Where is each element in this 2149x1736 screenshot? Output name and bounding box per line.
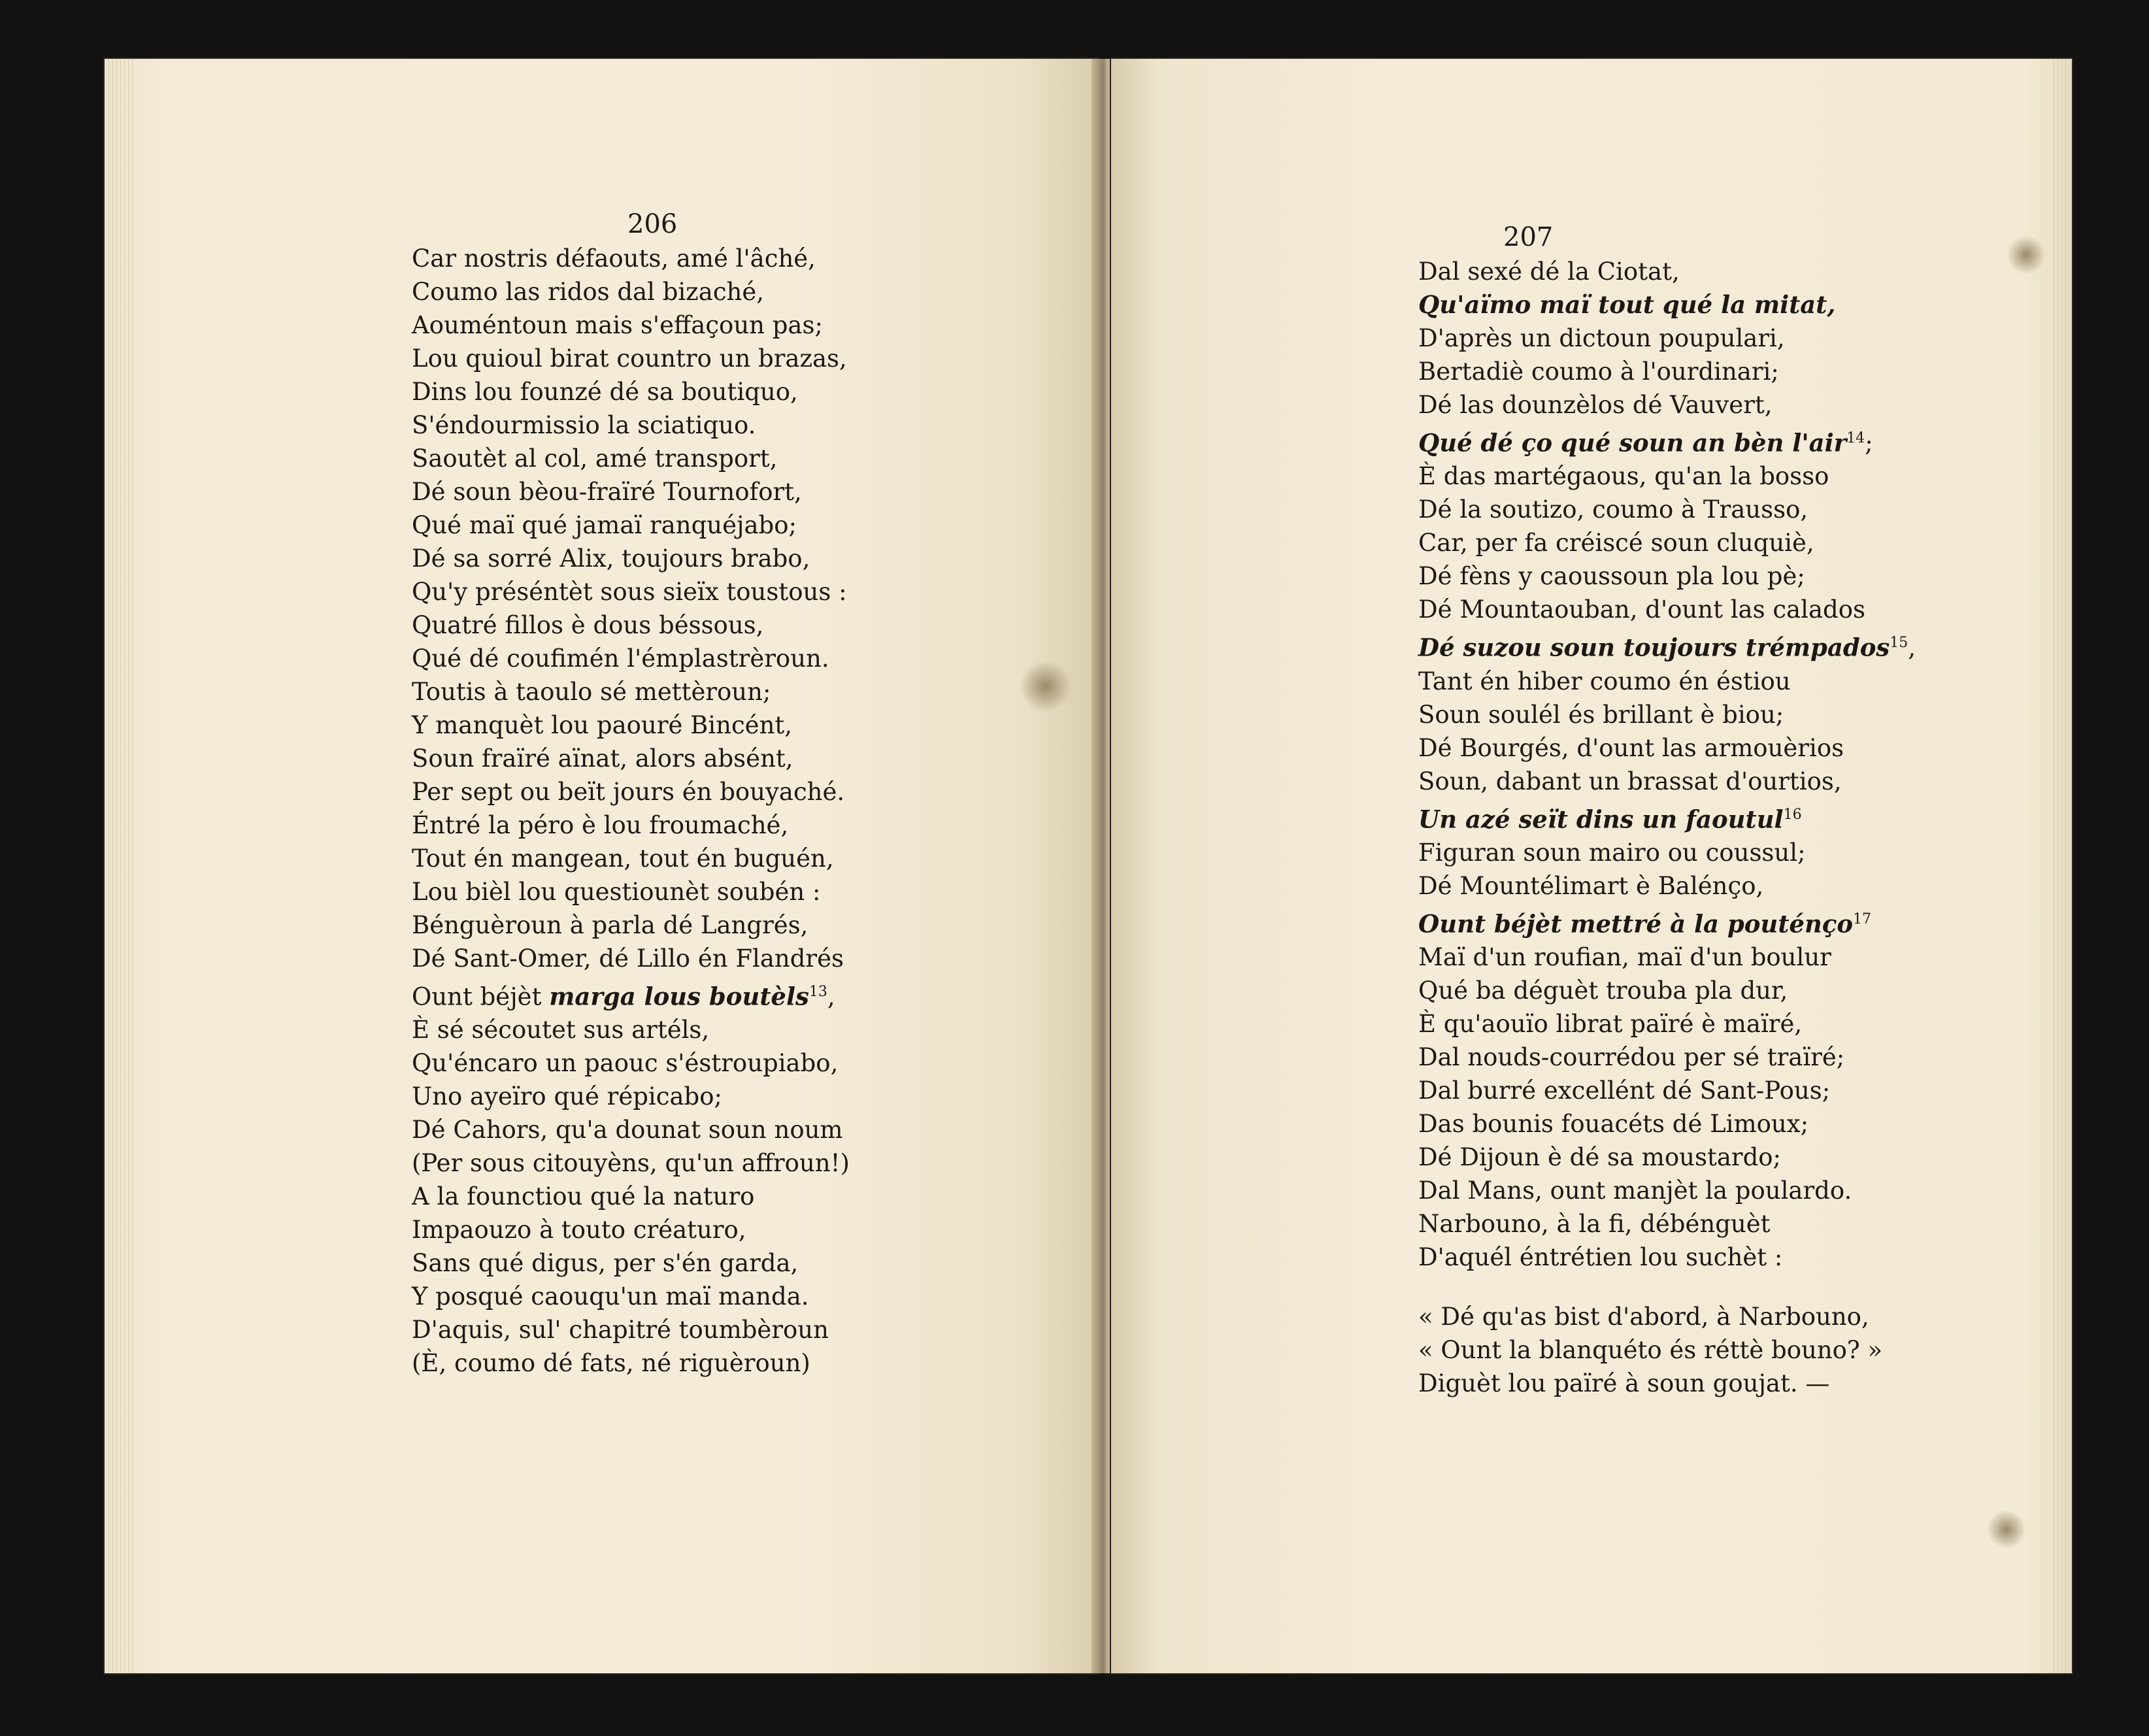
verse-italic: Qu'aïmo maï tout qué la mitat, xyxy=(1418,290,1836,319)
verse-line xyxy=(1418,1367,2007,1400)
verse-text: Das bounis fouacéts dé Limoux; xyxy=(1418,1110,1809,1139)
verse-text: Dal nouds-courrédou per sé traïré; xyxy=(1418,1043,1845,1072)
verse-text: Y manquèt lou paouré Bincént, xyxy=(412,711,793,739)
verse-line xyxy=(412,1346,1000,1380)
verse-text: Diguèt lou païré à soun goujat. — xyxy=(1418,1369,1830,1398)
verse-text: È qu'aouïo librat païré è maïré, xyxy=(1418,1010,1803,1039)
verse-line xyxy=(1418,1333,2007,1367)
verse-line xyxy=(1418,1041,2007,1074)
verse-line xyxy=(412,309,1000,342)
verse-text: Dé Mountélimart è Balénço, xyxy=(1418,871,1764,900)
verse-text: Qu'y préséntèt sous sieïx toustous : xyxy=(412,578,847,606)
verse-line xyxy=(1418,1074,2007,1107)
verse-line xyxy=(412,1013,1000,1046)
verse-line xyxy=(412,442,1000,475)
verse-punct: , xyxy=(1908,633,1916,662)
verse-line xyxy=(412,542,1000,575)
verse-text: Sans qué digus, per s'én garda, xyxy=(412,1249,799,1278)
verse-italic: Ount béjèt mettré à la pouténço xyxy=(1418,909,1854,939)
verse-text: Car, per fa créiscé soun cluquiè, xyxy=(1418,529,1814,558)
verse-line xyxy=(1418,1207,2007,1241)
page-number-right: 207 xyxy=(1503,222,1554,252)
verse-text: S'éndourmissio la sciatiquo. xyxy=(412,411,756,439)
verse-italic: marga lous boutèls xyxy=(549,982,809,1011)
verse-line xyxy=(412,342,1000,375)
verse-line xyxy=(1418,836,2007,869)
verse-punct: ; xyxy=(1865,429,1873,458)
verse-text: Qué maï qué jamaï ranquéjabo; xyxy=(412,511,797,539)
footnote-ref: 14 xyxy=(1846,430,1865,446)
verse-line xyxy=(1418,1241,2007,1274)
verse-text: Dé fèns y caoussoun pla lou pè; xyxy=(1418,562,1805,591)
verse-text: Dal burré excellént dé Sant-Pous; xyxy=(1418,1077,1831,1105)
page-edges-right xyxy=(2054,59,2069,1673)
verse-text: « Ount la blanquéto és réttè bouno? » xyxy=(1418,1336,1883,1365)
verse-text: Tout én mangean, tout én buguén, xyxy=(412,844,834,873)
verse-text: Dé sa sorré Alix, toujours brabo, xyxy=(412,544,810,573)
verse-line xyxy=(1418,255,2007,288)
verse-line xyxy=(1418,765,2007,798)
verse-line xyxy=(1418,1007,2007,1041)
verse-line xyxy=(412,842,1000,875)
verse-line xyxy=(412,942,1000,975)
verse-text: Y posqué caouqu'un maï manda. xyxy=(412,1282,809,1311)
verse-line xyxy=(1418,288,2007,322)
verse-line xyxy=(412,609,1000,642)
verse-line xyxy=(1418,626,2007,664)
verse-line xyxy=(412,475,1000,509)
verse-text: Dal Mans, ount manjèt la poulardo. xyxy=(1418,1177,1852,1205)
verse-line xyxy=(412,409,1000,442)
verse-line xyxy=(412,275,1000,309)
verse-text: Qué dé coufimén l'émplastrèroun. xyxy=(412,644,829,673)
verse-text: Dé Cahors, qu'a dounat soun noum xyxy=(412,1116,843,1144)
verse-line xyxy=(1418,422,2007,459)
verse-line xyxy=(412,575,1000,609)
verse-text: Toutis à taoulo sé mettèroun; xyxy=(412,678,771,706)
verse-text: È sé sécoutet sus artéls, xyxy=(412,1016,710,1044)
verse-line xyxy=(1418,559,2007,593)
verse-italic: Dé suzou soun toujours trémpados xyxy=(1418,633,1890,662)
verse-text: Dé la soutizo, coumo à Trausso, xyxy=(1418,495,1808,524)
verse-text: Narbouno, à la fi, débénguèt xyxy=(1418,1210,1771,1239)
foxing-spot xyxy=(1020,660,1072,712)
verse-line xyxy=(412,675,1000,709)
verse-line xyxy=(412,1046,1000,1080)
verse-text: Soun, dabant un brassat d'ourtios, xyxy=(1418,767,1842,795)
verse-text: Saoutèt al col, amé transport, xyxy=(412,444,778,473)
verse-line xyxy=(412,875,1000,909)
verse-line xyxy=(1418,665,2007,698)
footnote-ref: 16 xyxy=(1783,806,1802,823)
verse-text: Dé Sant-Omer, dé Lillo én Flandrés xyxy=(412,944,844,973)
verse-text: Soun soulél és brillant è biou; xyxy=(1418,700,1784,729)
stanza-gap xyxy=(1418,1274,2007,1300)
verse-line xyxy=(412,1313,1000,1346)
verse-text: Dé Bourgés, d'ount las armouèrios xyxy=(1418,733,1844,762)
verse-text: Lou quioul birat countro un brazas, xyxy=(412,344,847,373)
footnote-ref: 13 xyxy=(808,984,827,1000)
verse-text: Uno ayeïro qué répicabo; xyxy=(412,1082,722,1111)
verse-line xyxy=(1418,974,2007,1007)
verse-line xyxy=(1418,526,2007,559)
verse-text: Aouméntoun mais s'effaçoun pas; xyxy=(412,311,823,339)
verse-line xyxy=(1418,388,2007,422)
verse-line xyxy=(412,1113,1000,1146)
verse-text: Dé soun bèou-fraïré Tournofort, xyxy=(412,478,802,506)
verse-text: Coumo las ridos dal bizaché, xyxy=(412,278,765,306)
verse-line xyxy=(1418,869,2007,903)
verse-text: Dé Dijoun è dé sa moustardo; xyxy=(1418,1143,1782,1172)
page-edges xyxy=(108,59,135,1673)
verse-text: Éntré la péro è lou froumaché, xyxy=(412,811,789,839)
verse-text: Car nostris défaouts, amé l'âché, xyxy=(412,244,816,273)
verse-punct: , xyxy=(827,982,835,1011)
verse-line xyxy=(412,242,1000,275)
verse-text: (Per sous citouyèns, qu'un affroun!) xyxy=(412,1149,850,1178)
verse-text: Tant én hiber coumo én éstiou xyxy=(1418,667,1791,695)
verse-line xyxy=(1418,941,2007,974)
verse-text: A la founctiou qué la naturo xyxy=(412,1182,755,1211)
verse-line xyxy=(1418,1174,2007,1207)
verse-text: Dé las dounzèlos dé Vauvert, xyxy=(1418,391,1773,419)
verse-line xyxy=(412,975,1000,1013)
left-poem-text xyxy=(412,242,1000,1380)
verse-text: È das martégaous, qu'an la bosso xyxy=(1418,462,1829,491)
verse-text: Dins lou founzé dé sa boutiquo, xyxy=(412,378,798,406)
verse-line xyxy=(412,909,1000,942)
verse-line xyxy=(1418,1300,2007,1333)
verse-text: « Dé qu'as bist d'abord, à Narbouno, xyxy=(1418,1303,1869,1331)
verse-text: D'aquis, sul' chapitré toumbèroun xyxy=(412,1316,829,1344)
verse-line xyxy=(1418,1107,2007,1141)
verse-text: D'après un dictoun poupulari, xyxy=(1418,324,1785,352)
verse-text: Quatré fillos è dous béssous, xyxy=(412,611,764,639)
open-book xyxy=(105,46,2072,1686)
foxing-spot xyxy=(1987,1510,2026,1549)
right-poem-text xyxy=(1418,255,2007,1400)
verse-line xyxy=(1418,731,2007,765)
left-page xyxy=(105,59,1098,1673)
verse-line xyxy=(1418,698,2007,731)
verse-line xyxy=(1418,322,2007,355)
verse-line xyxy=(412,809,1000,842)
verse-line xyxy=(412,742,1000,775)
page-number-left: 206 xyxy=(627,209,678,239)
verse-text: Dé Mountaouban, d'ount las calados xyxy=(1418,595,1865,624)
verse-text: Maï d'un roufian, maï d'un boulur xyxy=(1418,943,1831,972)
verse-line xyxy=(1418,493,2007,526)
verse-italic: Qué dé ço qué soun an bèn l'air xyxy=(1418,428,1847,458)
verse-text: Dal sexé dé la Ciotat, xyxy=(1418,258,1680,286)
verse-line xyxy=(412,1246,1000,1280)
verse-line xyxy=(1418,355,2007,388)
verse-line xyxy=(1418,459,2007,493)
verse-text: (È, coumo dé fats, né riguèroun) xyxy=(412,1349,810,1378)
verse-text: Qu'éncaro un paouc s'éstroupiabo, xyxy=(412,1049,839,1078)
right-page xyxy=(1111,59,2072,1673)
verse-line xyxy=(412,642,1000,675)
verse-text: Soun fraïré aïnat, alors absént, xyxy=(412,744,793,773)
verse-line xyxy=(412,775,1000,809)
verse-text: Impaouzo à touto créaturo, xyxy=(412,1216,746,1244)
verse-line xyxy=(1418,903,2007,941)
verse-text: D'aquél éntrétien lou suchèt : xyxy=(1418,1243,1783,1272)
verse-text: Figuran soun mairo ou coussul; xyxy=(1418,838,1806,867)
verse-text: Lou bièl lou questiounèt soubén : xyxy=(412,878,821,906)
verse-line xyxy=(412,1180,1000,1213)
verse-line xyxy=(412,1280,1000,1313)
verse-text: Bertadiè coumo à l'ourdinari; xyxy=(1418,358,1779,386)
verse-line xyxy=(412,1080,1000,1113)
verse-line xyxy=(412,1146,1000,1180)
footnote-ref: 15 xyxy=(1890,635,1908,652)
verse-italic: Un azé seït dins un faoutul xyxy=(1418,804,1784,833)
verse-line xyxy=(1418,593,2007,626)
verse-text: Ount béjèt xyxy=(412,982,550,1011)
verse-text: Per sept ou beït jours én bouyaché. xyxy=(412,778,845,806)
footnote-ref: 17 xyxy=(1853,910,1872,927)
verse-line xyxy=(412,709,1000,742)
verse-text: Qué ba déguèt trouba pla dur, xyxy=(1418,976,1788,1005)
verse-line xyxy=(1418,798,2007,836)
verse-line xyxy=(1418,1141,2007,1174)
verse-line xyxy=(412,375,1000,409)
verse-text: Bénguèroun à parla dé Langrés, xyxy=(412,911,808,939)
foxing-spot xyxy=(2007,235,2046,275)
verse-line xyxy=(412,1213,1000,1246)
verse-line xyxy=(412,509,1000,542)
